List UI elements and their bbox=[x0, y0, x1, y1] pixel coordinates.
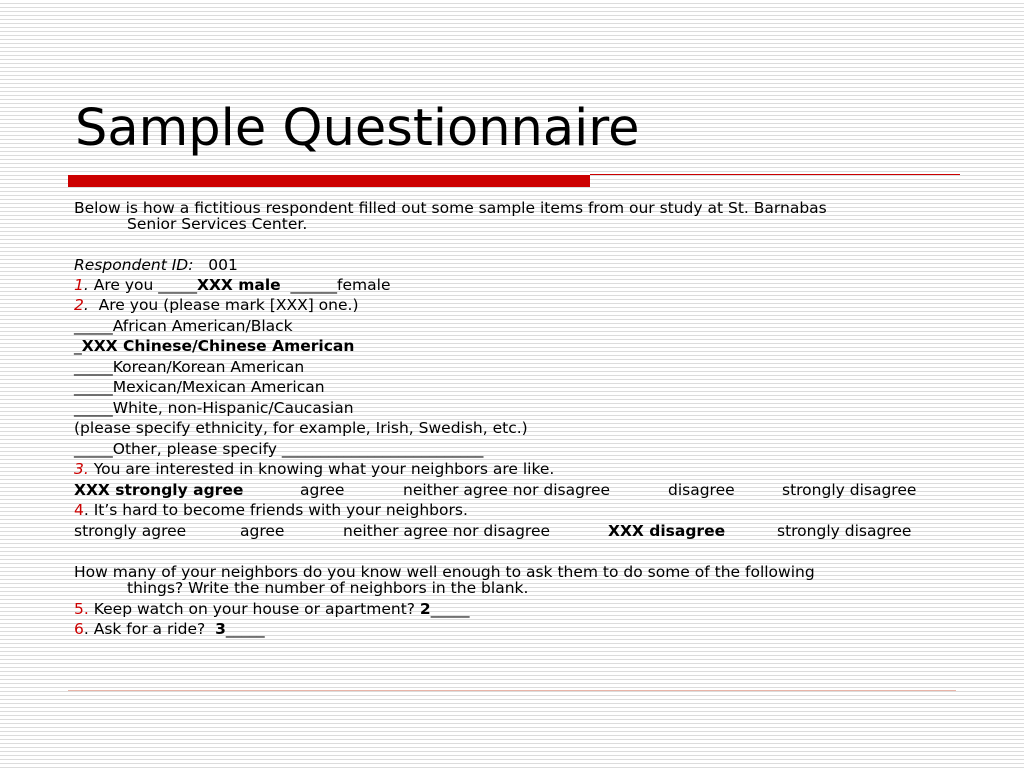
q3-scale-neither: neither agree nor disagree bbox=[403, 481, 611, 499]
question-2-sep: . bbox=[83, 296, 89, 314]
question-5-answer: 2 bbox=[419, 600, 431, 618]
intro-line-2: Senior Services Center. bbox=[127, 215, 308, 233]
option-african-american: _____African American/Black bbox=[74, 317, 293, 335]
q3-scale-disagree: disagree bbox=[668, 481, 735, 499]
question-3-text: You are interested in knowing what your neighbors are like. bbox=[88, 460, 555, 478]
q4-scale-disagree: XXX disagree bbox=[608, 522, 726, 540]
question-1 bbox=[74, 277, 390, 294]
question-1-prefix: Are you _____ bbox=[93, 276, 197, 294]
neighbors-line-1: How many of your neighbors do you know well enough to ask them to do some of the following bbox=[74, 563, 815, 581]
q4-scale-strongly-disagree: strongly disagree bbox=[777, 522, 912, 540]
question-2 bbox=[74, 297, 359, 314]
question-4-scale bbox=[74, 523, 954, 540]
question-1-marked: XXX male bbox=[197, 276, 281, 294]
option-chinese-label: XXX Chinese/Chinese American bbox=[81, 337, 355, 355]
question-4 bbox=[74, 502, 468, 519]
neighbors-line-2: things? Write the number of neighbors in the blank. bbox=[127, 579, 529, 597]
intro-line-1: Below is how a fictitious respondent filled out some sample items from our study at St. Barnabas bbox=[74, 199, 827, 217]
question-3-number: 3. bbox=[74, 460, 89, 478]
question-2-text: Are you (please mark [XXX] one.) bbox=[88, 296, 359, 314]
question-4-number: 4 bbox=[74, 501, 84, 519]
q4-scale-neither: neither agree nor disagree bbox=[343, 522, 551, 540]
q4-scale-strongly-agree: strongly agree bbox=[74, 522, 187, 540]
footer-divider bbox=[68, 690, 956, 691]
option-chinese-blank: _ bbox=[74, 337, 82, 355]
title-accent-bar bbox=[68, 175, 590, 187]
question-5 bbox=[74, 601, 469, 618]
question-1-rest: ______female bbox=[280, 276, 391, 294]
q3-scale-strongly-agree: XXX strongly agree bbox=[74, 481, 244, 499]
question-2-number: 2 bbox=[74, 296, 84, 314]
question-3 bbox=[74, 461, 554, 478]
question-6-answer: 3 bbox=[215, 620, 226, 638]
respondent-id-row bbox=[74, 257, 238, 274]
option-other: _____Other, please specify __________________________ bbox=[74, 440, 484, 458]
option-korean-american: _____Korean/Korean American bbox=[74, 358, 305, 376]
option-mexican-american: _____Mexican/Mexican American bbox=[74, 378, 325, 396]
q4-scale-agree: agree bbox=[240, 522, 285, 540]
specify-note: (please specify ethnicity, for example, Irish, Swedish, etc.) bbox=[74, 419, 528, 437]
page-title: Sample Questionnaire bbox=[75, 99, 640, 158]
question-5-number: 5. bbox=[74, 600, 89, 618]
question-6-number: 6 bbox=[74, 620, 84, 638]
question-4-text: . It’s hard to become friends with your neighbors. bbox=[83, 501, 468, 519]
q3-scale-agree: agree bbox=[300, 481, 345, 499]
question-6-blank: _____ bbox=[225, 620, 265, 638]
option-chinese-american bbox=[74, 338, 354, 355]
question-6 bbox=[74, 621, 265, 638]
respondent-id-label: Respondent ID: bbox=[74, 256, 194, 274]
question-1-number: 1 bbox=[74, 276, 84, 294]
respondent-id-value: 001 bbox=[208, 256, 238, 274]
question-5-blank: _____ bbox=[430, 600, 470, 618]
q3-scale-strongly-disagree: strongly disagree bbox=[782, 481, 917, 499]
question-5-text: Keep watch on your house or apartment? bbox=[88, 600, 420, 618]
title-accent-line bbox=[590, 174, 960, 175]
question-3-scale bbox=[74, 482, 954, 499]
question-1-sep: . bbox=[83, 276, 94, 294]
question-6-text: . Ask for a ride? bbox=[83, 620, 216, 638]
option-white: _____White, non-Hispanic/Caucasian bbox=[74, 399, 354, 417]
